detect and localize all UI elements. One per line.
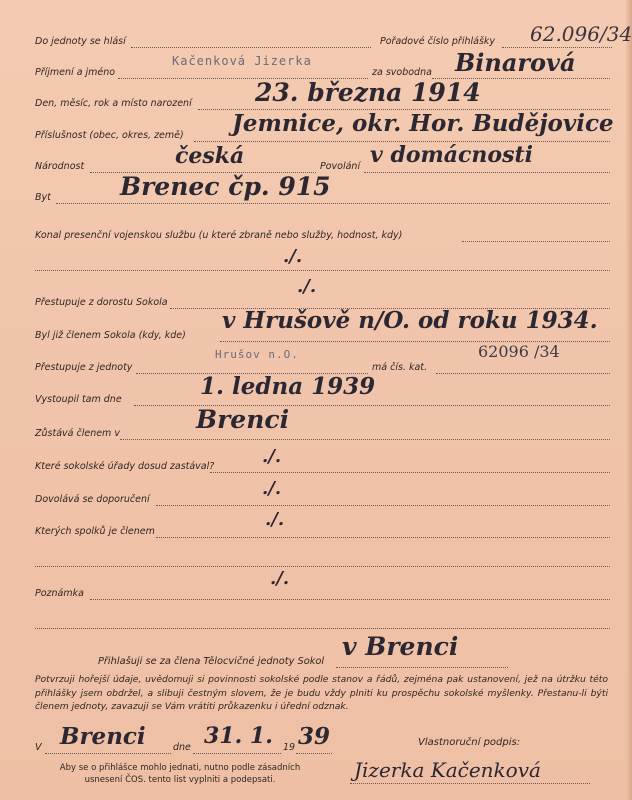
from-youth-label: Přestupuje z dorostu Sokola — [35, 297, 168, 308]
apply-value: v Brenci — [342, 632, 459, 661]
occupation-line — [364, 172, 610, 173]
occupation-label: Povolání — [320, 161, 361, 172]
transfer-label: Přestupuje z jednoty — [35, 362, 133, 373]
birth-label: Den, měsíc, rok a místo narození — [35, 98, 192, 109]
catno-value: 62096 /34 — [478, 342, 560, 361]
left-value: 1. ledna 1939 — [200, 373, 376, 400]
stays-label: Zůstává členem v — [35, 428, 120, 439]
paper-edge — [626, 0, 632, 800]
catno-label: má čís. kat. — [372, 362, 428, 373]
recommend-value: ./. — [262, 478, 282, 499]
note-label: Poznámka — [35, 588, 84, 599]
residence-value: Brenec čp. 915 — [120, 172, 331, 201]
offices-line — [210, 472, 610, 473]
offices-label: Které sokolské úřady dosud zastával? — [35, 461, 215, 472]
transfer-value: Hrušov n.O. — [215, 348, 299, 361]
place-value: Brenci — [60, 723, 146, 750]
military-label: Konal presenční vojenskou službu (u které zbraně nebo služby, hodnost, kdy) — [35, 230, 403, 241]
military-line-2 — [35, 270, 610, 271]
date-line — [193, 753, 281, 754]
signature-line — [350, 783, 590, 784]
clubs-label: Kterých spolků je členem — [35, 526, 155, 537]
place-prefix: V — [35, 742, 42, 753]
residence-label: Byt — [35, 192, 51, 203]
date-value: 31. 1. — [204, 723, 273, 749]
clubs-line-2 — [35, 566, 610, 567]
serial-value: 62.096/34 — [530, 22, 632, 46]
footer-note-line-1: Aby se o přihlášce mohlo jednati, nutno podle zásadních — [59, 763, 301, 773]
domicile-value: Jemnice, okr. Hor. Budějovice — [232, 110, 614, 137]
note-line — [90, 599, 610, 600]
residence-line — [56, 203, 610, 204]
left-label: Vystoupil tam dne — [35, 394, 122, 405]
military-value: ./. — [283, 246, 303, 267]
unit-label: Do jednoty se hlásí — [35, 36, 126, 47]
catno-line — [436, 373, 610, 374]
surname-label: Příjmení a jméno — [35, 67, 116, 78]
from-youth-value: ./. — [297, 276, 317, 297]
apply-line — [336, 667, 508, 668]
place-line — [45, 753, 171, 754]
stays-line — [120, 439, 610, 440]
domicile-label: Příslušnost (obec, okres, země) — [35, 130, 184, 141]
recommend-label: Dovolává se doporučení — [35, 494, 150, 505]
nationality-value: česká — [175, 143, 245, 169]
note-value: ./. — [270, 568, 290, 589]
military-line — [462, 241, 610, 242]
occupation-value: v domácnosti — [370, 142, 534, 168]
offices-value: ./. — [262, 446, 282, 467]
year-prefix: 19 — [283, 742, 296, 753]
year-line — [296, 753, 332, 754]
maiden-label: za svobodna — [372, 67, 432, 78]
was-member-value: v Hrušově n/O. od roku 1934. — [222, 307, 598, 334]
recommend-line — [156, 505, 610, 506]
stays-value: Brenci — [196, 405, 290, 434]
serial-label: Pořadové číslo přihlášky — [380, 36, 496, 47]
unit-line — [131, 47, 371, 48]
nationality-label: Národnost — [35, 161, 85, 172]
year-value: 39 — [298, 723, 331, 750]
note-line-2 — [35, 628, 610, 629]
declaration-text: Potvrzuji hořejší údaje, uvědomuji si povinnosti sokolské podle stanov a řádů, zejména pak ustanovení, jež na útržku této přihlášky jsem obdržel, a slibuji čestným slovem, že je budu vždy plniti ku prospěchu sokolské myšlenky. Přestanu-li býti členem jednoty, zavazuji se Vám vrátiti průkazenku i úřední odznak. — [35, 674, 608, 713]
clubs-value: ./. — [265, 509, 285, 530]
footer-note — [30, 762, 330, 786]
clubs-line — [156, 537, 610, 538]
birth-value: 23. března 1914 — [255, 78, 481, 107]
signature-value: Jizerka Kačenková — [354, 758, 541, 782]
date-label: dne — [173, 742, 191, 753]
maiden-value: Binarová — [455, 48, 576, 77]
surname-value: Kačenková Jizerka — [172, 54, 312, 68]
was-member-label: Byl již členem Sokola (kdy, kde) — [35, 330, 186, 341]
footer-note-line-2: usnesení ČOS. tento list vyplniti a podepsati. — [84, 775, 276, 785]
signature-label: Vlastnoruční podpis: — [418, 737, 521, 748]
apply-text: Přihlašuji se za člena Tělocvičné jednoty Sokol — [98, 656, 325, 667]
